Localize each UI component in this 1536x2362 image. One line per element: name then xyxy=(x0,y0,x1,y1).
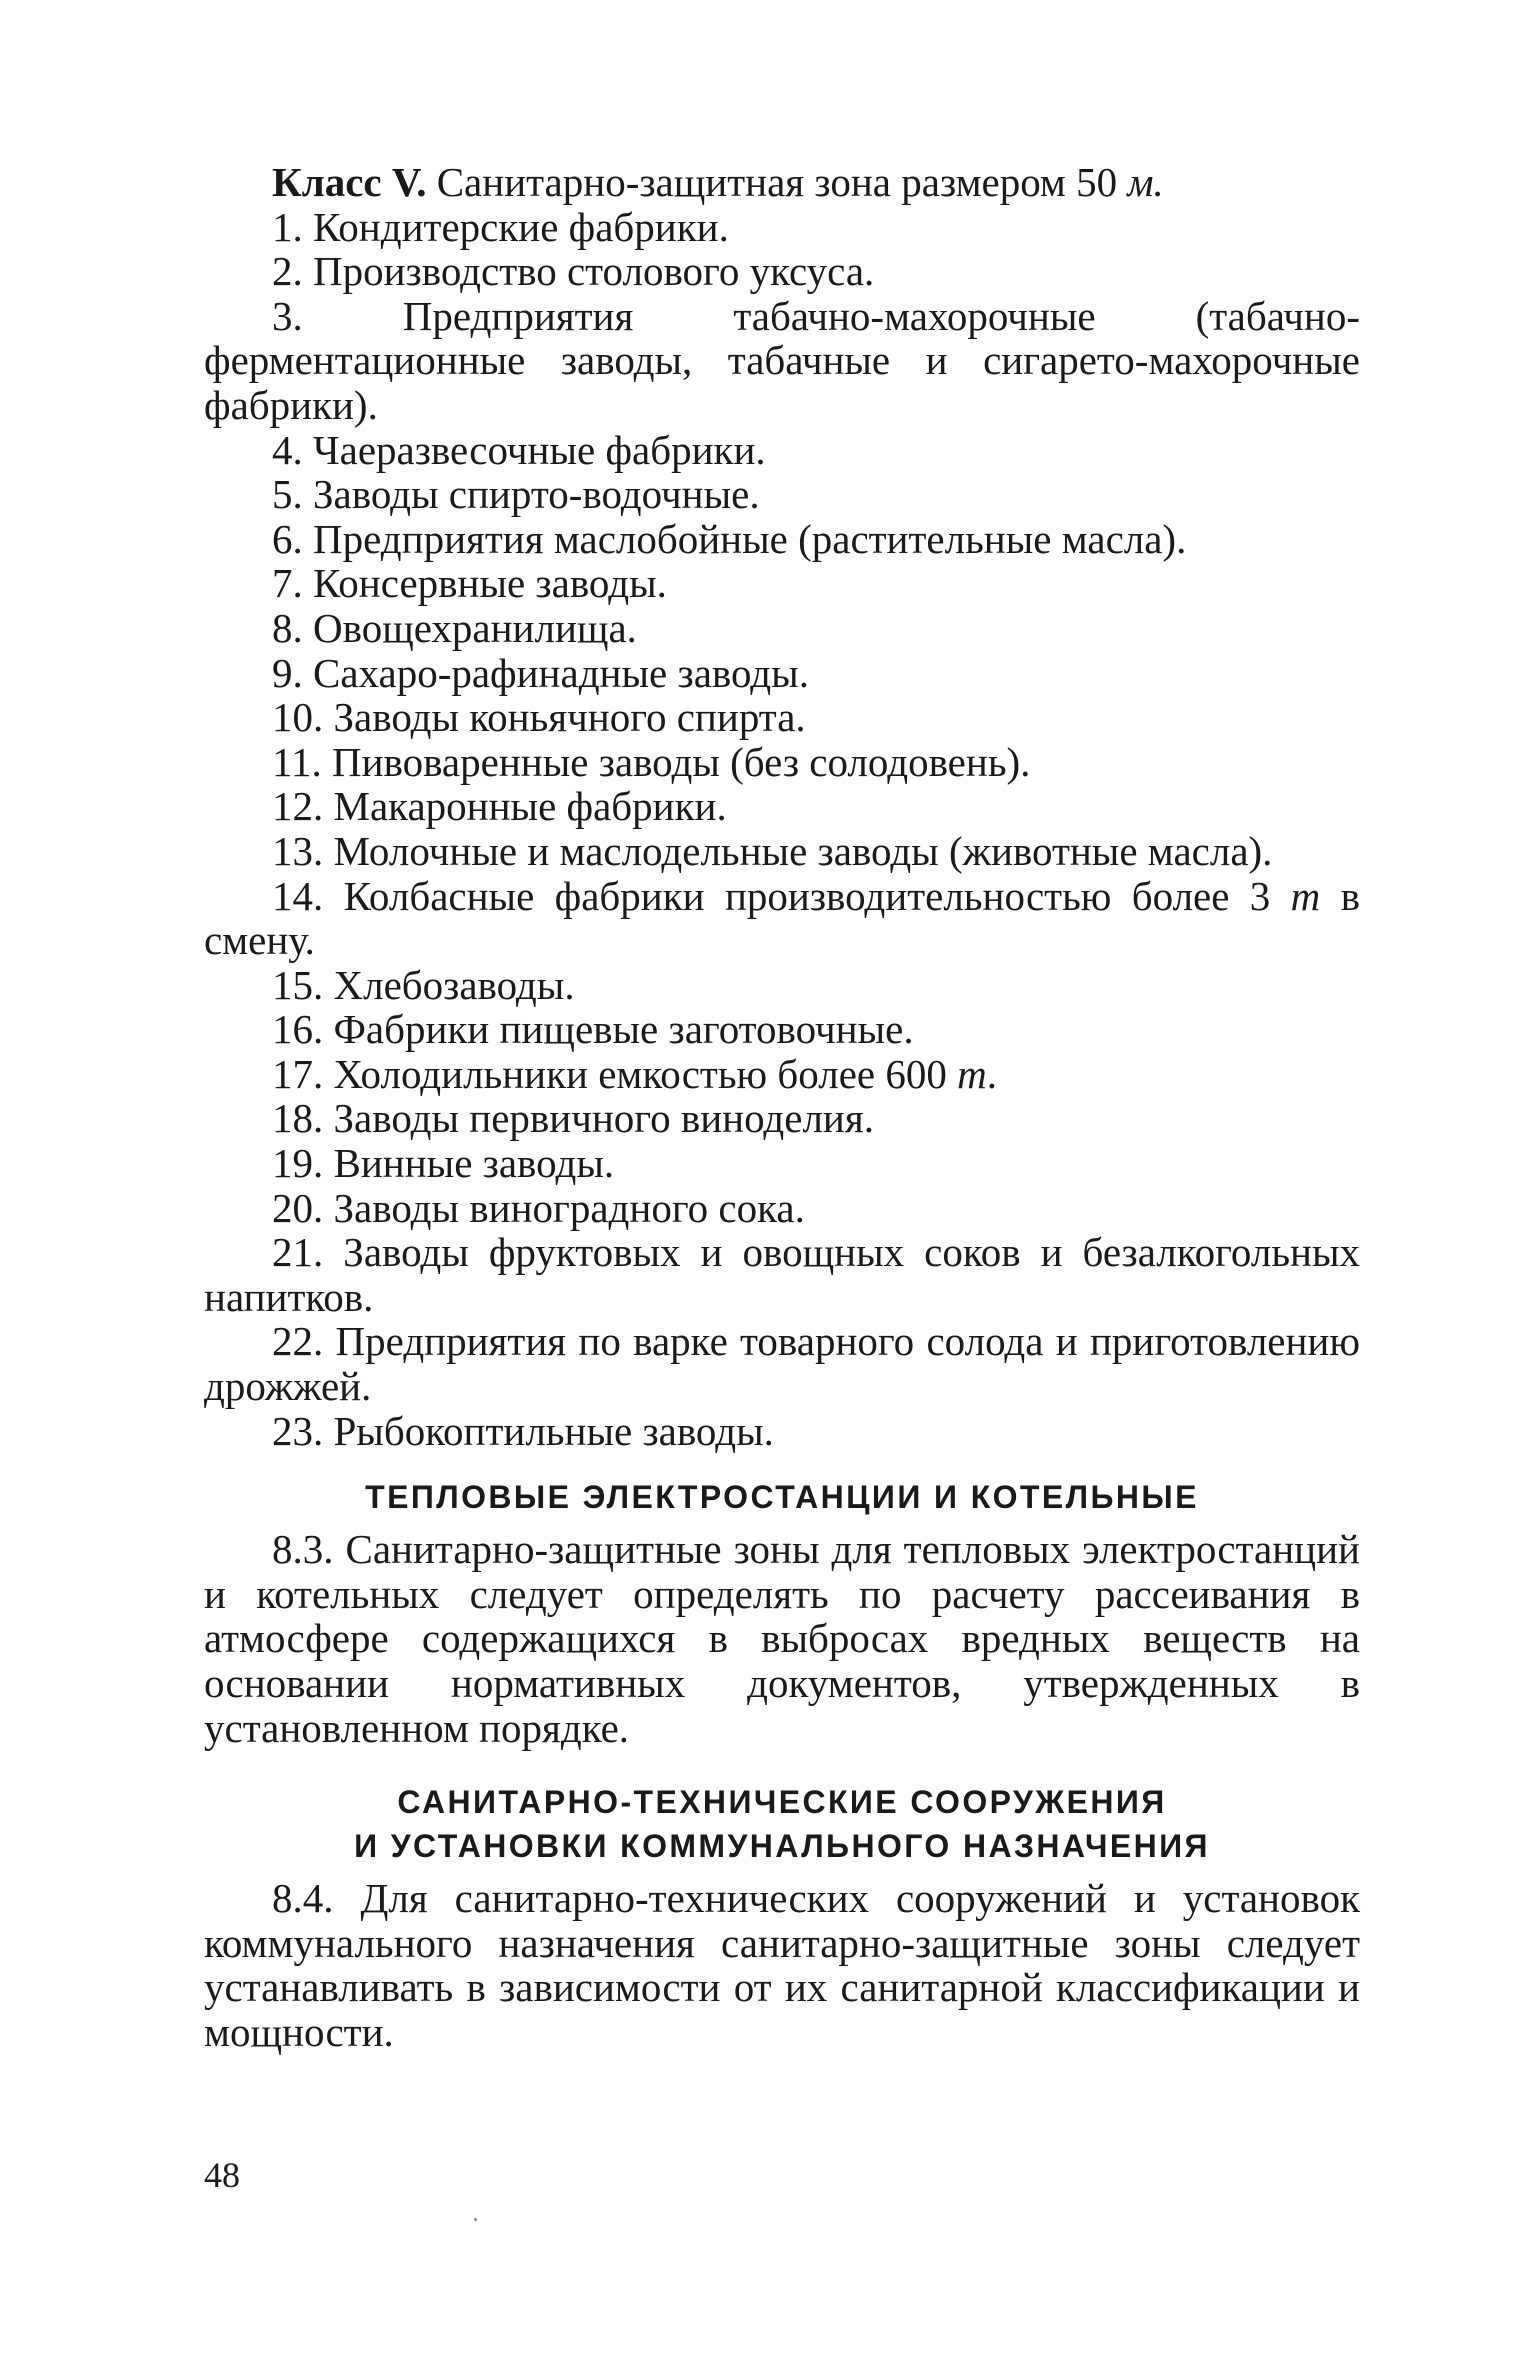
list-item-text: Хлебозаводы. xyxy=(333,961,575,1008)
list-item xyxy=(204,517,1360,562)
list-item xyxy=(204,472,1360,517)
list-item-number: 5. xyxy=(272,471,303,518)
paragraph-8-3 xyxy=(204,1527,1360,1750)
list-item-number: 7. xyxy=(272,560,303,607)
list-item xyxy=(204,695,1360,740)
list-item-number: 2. xyxy=(272,248,303,295)
class-header-text: Санитарно-защитная зона размером 50 xyxy=(426,159,1128,205)
list-item-number: 6. xyxy=(272,515,303,562)
list-item-number: 20. xyxy=(272,1184,324,1231)
list-item-text: Фабрики пищевые заготовочные. xyxy=(333,1006,914,1053)
paragraph-text: Санитарно-защитные зоны для тепловых электростанций и котельных следует определять по расчету рассеивания в атмосфере содержащихся в выбросах вредных веществ на основании нормативных документов, утвержденных в установленном порядке. xyxy=(204,1526,1360,1751)
list-item-text: Предприятия маслобойные (растительные масла). xyxy=(313,515,1187,562)
list-item-text: Пивоваренные заводы (без солодовень). xyxy=(331,738,1031,785)
list-item xyxy=(204,1186,1360,1231)
list-item xyxy=(204,829,1360,874)
list-item xyxy=(204,1141,1360,1186)
class-header xyxy=(204,160,1360,205)
list-item xyxy=(204,1096,1360,1141)
list-item-text: Холодильники емкостью более 600 т. xyxy=(333,1050,997,1097)
list-item-text: Заводы первичного виноделия. xyxy=(333,1095,874,1142)
section-heading-thermal-power: ТЕПЛОВЫЕ ЭЛЕКТРОСТАНЦИИ И КОТЕЛЬНЫЕ xyxy=(365,1479,1199,1516)
list-item-text: Заводы спирто-водочные. xyxy=(313,471,760,518)
list-item-number: 15. xyxy=(272,961,324,1008)
page-number: 48 xyxy=(204,2155,240,2195)
list-item xyxy=(204,1319,1360,1408)
list-item xyxy=(204,784,1360,829)
list-item xyxy=(204,740,1360,785)
list-item-number: 21. xyxy=(272,1229,324,1276)
list-item xyxy=(204,428,1360,473)
list-item-number: 19. xyxy=(272,1140,324,1187)
list-item-number: 3. xyxy=(272,292,303,339)
list-item-text: Заводы фруктовых и овощных соков и безалкогольных напитков. xyxy=(204,1229,1361,1320)
list-item xyxy=(204,1409,1360,1454)
list-item-text: Рыбокоптильные заводы. xyxy=(333,1407,774,1454)
list-item-number: 18. xyxy=(272,1095,324,1142)
list-item-number: 4. xyxy=(272,426,303,473)
list-item xyxy=(204,249,1360,294)
paragraph-number: 8.3. xyxy=(272,1526,334,1573)
list-item-text: Кондитерские фабрики. xyxy=(313,203,729,250)
list-item-number: 12. xyxy=(272,783,324,830)
list-item-text: Овощехранилища. xyxy=(313,604,637,651)
list-item xyxy=(204,205,1360,250)
class-header-lead: Класс V. xyxy=(272,159,427,205)
list-item-text: Заводы коньячного спирта. xyxy=(333,694,806,741)
list-item-text: Колбасные фабрики производительностью более 3 т в смену. xyxy=(204,872,1361,964)
list-item-number: 13. xyxy=(272,827,324,874)
list-item-number: 9. xyxy=(272,649,303,696)
document-page xyxy=(204,160,1360,2055)
list-item xyxy=(204,1230,1360,1319)
list-item xyxy=(204,874,1360,963)
list-item-number: 14. xyxy=(272,872,324,919)
list-item-number: 23. xyxy=(272,1407,324,1454)
list-item-text: Чаеразвесочные фабрики. xyxy=(313,426,766,473)
list-item-text: Макаронные фабрики. xyxy=(333,783,727,830)
scan-speck xyxy=(474,2218,477,2221)
list-item xyxy=(204,1052,1360,1097)
list-item-number: 10. xyxy=(272,694,324,741)
list-item xyxy=(204,561,1360,606)
list-item-text: Винные заводы. xyxy=(333,1140,615,1187)
list-item-number: 22. xyxy=(272,1318,324,1365)
list-item xyxy=(204,651,1360,696)
list-item-number: 1. xyxy=(272,203,303,250)
class-header-unit: м. xyxy=(1127,159,1164,205)
list-item xyxy=(204,606,1360,651)
list-item-number: 16. xyxy=(272,1006,324,1053)
list-item-text: Предприятия по варке товарного солода и приготовлению дрожжей. xyxy=(204,1318,1360,1410)
list-item xyxy=(204,294,1360,428)
list-item-number: 17. xyxy=(272,1050,324,1097)
list-item-text: Молочные и маслодельные заводы (животные масла). xyxy=(333,827,1273,874)
list-item-number: 8. xyxy=(272,604,303,651)
section-heading-sanitary-line1: САНИТАРНО-ТЕХНИЧЕСКИЕ СООРУЖЕНИЯ xyxy=(397,1784,1167,1821)
list-item-text: Предприятия табачно-махорочные (табачно-ферментационные заводы, табачные и сигарето-махорочные фабрики). xyxy=(204,292,1361,428)
paragraph-text: Для санитарно-технических сооружений и установок коммунального назначения санитарно-защитные зоны следует устанавливать в зависимости от их санитарной классификации и мощности. xyxy=(204,1875,1360,2055)
list-item-number: 11. xyxy=(272,738,322,785)
list-item xyxy=(204,1007,1360,1052)
list-item-text: Производство столового уксуса. xyxy=(313,248,875,295)
section-heading-sanitary-line2: И УСТАНОВКИ КОММУНАЛЬНОГО НАЗНАЧЕНИЯ xyxy=(354,1828,1210,1865)
paragraph-8-4 xyxy=(204,1876,1360,2054)
enterprise-list xyxy=(204,205,1360,1454)
paragraph-number: 8.4. xyxy=(272,1875,334,1922)
list-item-text: Консервные заводы. xyxy=(313,560,667,607)
list-item-text: Сахаро-рафинадные заводы. xyxy=(313,649,809,696)
list-item-text: Заводы виноградного сока. xyxy=(333,1184,805,1231)
list-item xyxy=(204,963,1360,1008)
